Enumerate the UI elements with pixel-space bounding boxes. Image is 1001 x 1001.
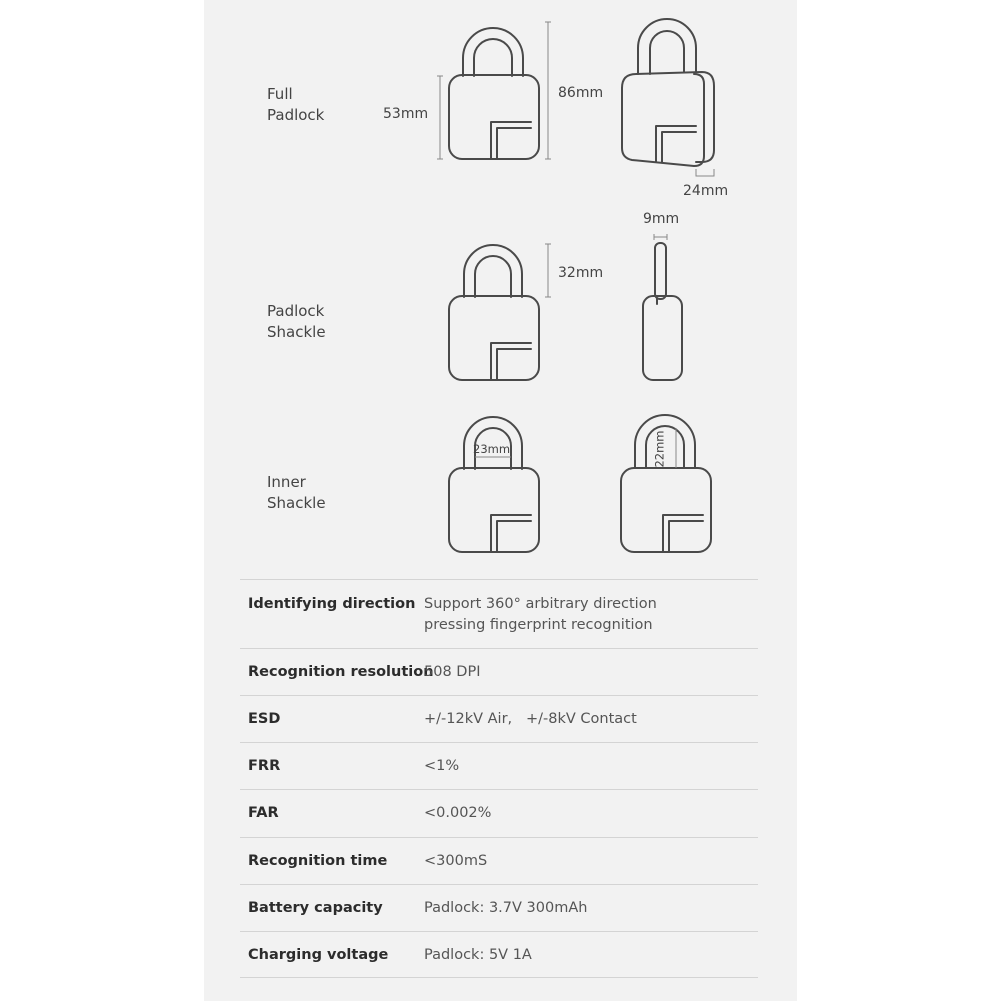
label-line: Inner bbox=[267, 473, 306, 491]
spec-value bbox=[424, 709, 637, 730]
spec-value-line: +/-12kV Air, +/-8kV Contact bbox=[424, 711, 637, 727]
padlock-front-inner-icon bbox=[449, 417, 539, 552]
spec-key: FAR bbox=[248, 805, 279, 821]
dimension-label-22mm: 22mm bbox=[652, 430, 667, 468]
spec-value-line: Padlock: 5V 1A bbox=[424, 947, 532, 963]
label-line: Full bbox=[267, 85, 293, 103]
padlock-front-full-icon bbox=[449, 28, 539, 159]
spec-key: Identifying direction bbox=[248, 596, 416, 612]
dim-line-24mm bbox=[696, 169, 714, 176]
spec-value bbox=[424, 594, 657, 636]
spec-value bbox=[424, 851, 487, 872]
spec-value bbox=[424, 662, 480, 683]
spec-row-identifying-direction bbox=[240, 579, 758, 649]
padlock-side-shackle-icon bbox=[643, 243, 682, 380]
dim-line-32mm bbox=[545, 244, 551, 297]
spec-row-recognition-time bbox=[240, 837, 758, 885]
spec-value-line: <0.002% bbox=[424, 805, 492, 821]
padlock-side-full-icon bbox=[622, 19, 714, 166]
label-line: Shackle bbox=[267, 494, 326, 512]
spec-key: Recognition time bbox=[248, 853, 388, 869]
spec-key: Charging voltage bbox=[248, 947, 389, 963]
dim-line-9mm bbox=[654, 234, 667, 240]
label-line: Shackle bbox=[267, 323, 326, 341]
dimension-label-32mm: 32mm bbox=[558, 265, 604, 281]
label-line: Padlock bbox=[267, 302, 325, 320]
spec-value bbox=[424, 756, 459, 777]
spec-row-esd bbox=[240, 695, 758, 743]
spec-key: Recognition resolution bbox=[248, 664, 434, 680]
spec-value bbox=[424, 945, 532, 966]
dimension-label-53mm: 53mm bbox=[383, 106, 429, 122]
spec-row-battery-capacity bbox=[240, 884, 758, 932]
spec-row-charging-voltage bbox=[240, 931, 758, 978]
dimension-label-23mm: 23mm bbox=[473, 442, 511, 456]
spec-value-line: <1% bbox=[424, 758, 460, 774]
spec-row-recognition-resolution bbox=[240, 648, 758, 696]
spec-value-line: Padlock: 3.7V 300mAh bbox=[424, 900, 588, 916]
spec-row-frr bbox=[240, 742, 758, 790]
dim-line-53mm bbox=[437, 76, 443, 159]
table-bottom-divider bbox=[240, 977, 758, 978]
spec-row-far bbox=[240, 789, 758, 838]
spec-key: FRR bbox=[248, 758, 281, 774]
spec-value-line: <300mS bbox=[424, 853, 488, 869]
spec-value bbox=[424, 803, 491, 824]
spec-key: Battery capacity bbox=[248, 900, 383, 916]
spec-value-line: Support 360° arbitrary direction bbox=[424, 596, 657, 612]
dimension-label-86mm: 86mm bbox=[558, 85, 604, 101]
spec-value-line: pressing fingerprint recognition bbox=[424, 617, 653, 633]
padlock-front-shackle-icon bbox=[449, 245, 539, 380]
spec-value-line: 508 DPI bbox=[424, 664, 481, 680]
dimension-label-9mm: 9mm bbox=[643, 211, 680, 227]
dim-line-86mm bbox=[545, 22, 551, 159]
spec-key: ESD bbox=[248, 711, 281, 727]
spec-value bbox=[424, 898, 587, 919]
label-line: Padlock bbox=[267, 106, 325, 124]
dimension-label-24mm: 24mm bbox=[683, 183, 729, 199]
